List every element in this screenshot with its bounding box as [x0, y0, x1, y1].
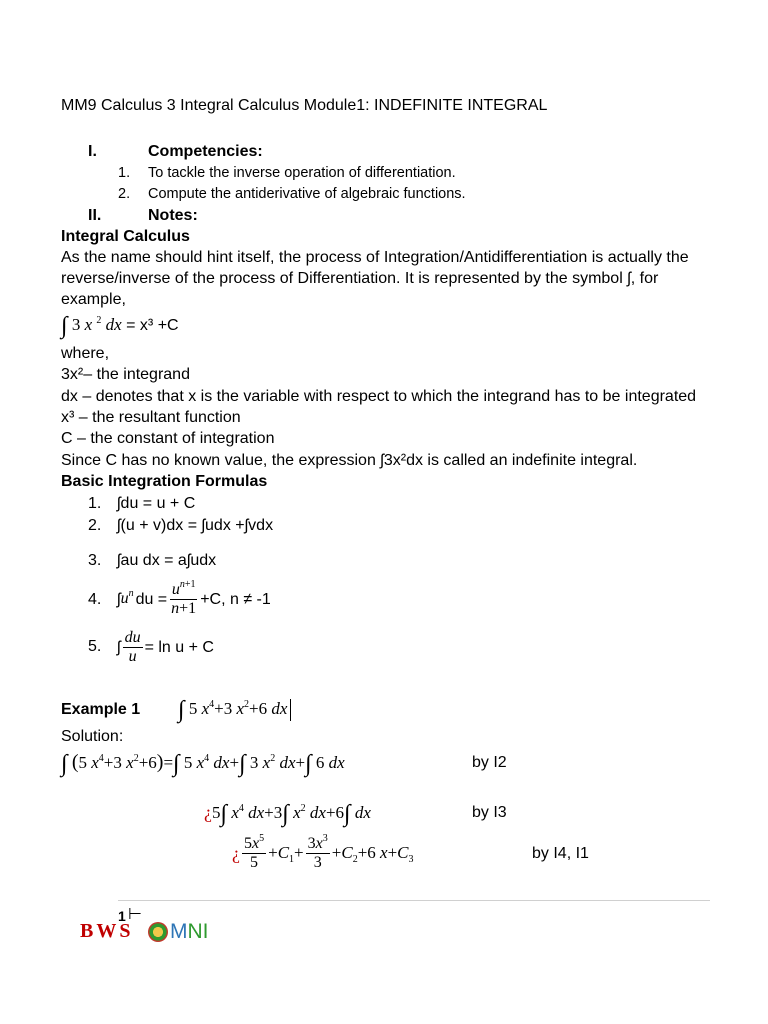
definition-constant: C – the constant of integration [61, 430, 275, 447]
example-equation: ∫ 3 x $^2$ dx = x³ +C [61, 313, 179, 339]
formula-text-2: ʃ(u + v)dx = ʃudx +ʃvdx [117, 517, 274, 534]
definition-integrand: 3x²– the integrand [61, 366, 190, 383]
by-label-1: by I2 [472, 754, 507, 771]
paragraph-line-3: example, [61, 291, 126, 308]
heading-integral-calculus: Integral Calculus [61, 228, 190, 245]
solution-label: Solution: [61, 728, 124, 745]
section-numeral-2: II. [88, 207, 102, 224]
omni-logo [148, 921, 209, 942]
formula-5-result: = ln u + C [144, 638, 214, 656]
heading-basic-formulas: Basic Integration Formulas [61, 473, 268, 490]
omni-logo-i: I [202, 920, 209, 943]
formula-num-3: 3. [88, 552, 102, 569]
competency-num-1: 1. [118, 165, 131, 181]
competency-text-1: To tackle the inverse operation of differentiation. [148, 165, 456, 181]
by-label-3: by I4, I1 [532, 845, 589, 862]
section-numeral-1: I. [88, 143, 97, 160]
competency-text-2: Compute the antiderivative of algebraic functions. [148, 186, 466, 202]
formula-text-1: ʃdu = u + C [117, 495, 196, 512]
formula-5-integral: ʃ [117, 638, 121, 656]
formula-5-fraction: $\frac{du}{u}$ [124, 628, 141, 665]
formula-num-5: 5. [88, 638, 102, 655]
section-heading-competencies: Competencies: [148, 143, 263, 160]
formula-num-2: 2. [88, 517, 102, 534]
formula-num-4: 4. [88, 591, 102, 608]
solution-line-2: ¿5∫ $x^4$ dx+3∫ $x^2$ dx+6∫ dx [204, 801, 371, 827]
omni-logo-n: N [187, 920, 203, 943]
by-label-2: by I3 [472, 804, 507, 821]
paragraph-line-2: reverse/inverse of the process of Differentiation. It is represented by the symbol ʃ, for [61, 270, 659, 287]
solution-line-1: ∫ (5 $x^4+3$ $x^2+6)=\int$ 5 $x^4$ dx+∫ 3 $x^2$ dx+∫ 6 dx [61, 751, 345, 777]
omni-logo-m: M [170, 920, 188, 943]
where-label: where, [61, 345, 110, 362]
example-1-label: Example 1 [61, 701, 141, 718]
formula-4-integral: ʃ [117, 590, 121, 608]
formula-num-1: 1. [88, 495, 102, 512]
page-number: 1 [118, 908, 126, 924]
section-heading-notes: Notes: [148, 207, 198, 224]
formula-text-3: ʃau dx = aʃudx [117, 552, 217, 569]
omni-logo-o-emblem [148, 922, 168, 942]
page-title: MM9 Calculus 3 Integral Calculus Module1: INDEFINITE INTEGRAL [61, 97, 548, 114]
bws-logo: BWS [80, 920, 134, 942]
solution-line-3: ¿ $\frac{5x^5}{5}$ $+C_1+$ $\frac{3x^3}{3}$ $+C_2+6$ $x+C_3$ [232, 832, 414, 871]
formula-4-constant: +C, n ≠ -1 [200, 590, 271, 608]
footer-rule [118, 900, 710, 901]
formula-4-fraction: $\frac{u^{n+1}}{n+1}$ [171, 578, 197, 617]
definition-resultant: x³ – the resultant function [61, 409, 241, 426]
definition-dx: dx – denotes that x is the variable with respect to which the integrand has to be integrated [61, 388, 697, 405]
page-number-mark: ⊢ [128, 906, 142, 923]
competency-num-2: 2. [118, 186, 131, 202]
example-1-problem: ∫ 5 $x^4+3$ $x^2+6$ dx [178, 694, 291, 721]
example-equation-rhs: = x³ +C [126, 317, 179, 334]
continuation-mark-1: ¿ [204, 802, 212, 822]
formula-5 [117, 622, 214, 672]
paragraph-line-1: As the name should hint itself, the process of Integration/Antidifferentiation is actually the [61, 249, 689, 266]
formula-4-du: du = [135, 590, 168, 608]
continuation-mark-2: ¿ [232, 842, 240, 863]
indefinite-integral-note: Since C has no known value, the expression ʃ3x²dx is called an indefinite integral. [61, 452, 638, 469]
formula-4: ʃ $u^n$ du = $\frac{u^{n+1}}{n+1}$ +C, n ≠ -1 [117, 578, 271, 617]
